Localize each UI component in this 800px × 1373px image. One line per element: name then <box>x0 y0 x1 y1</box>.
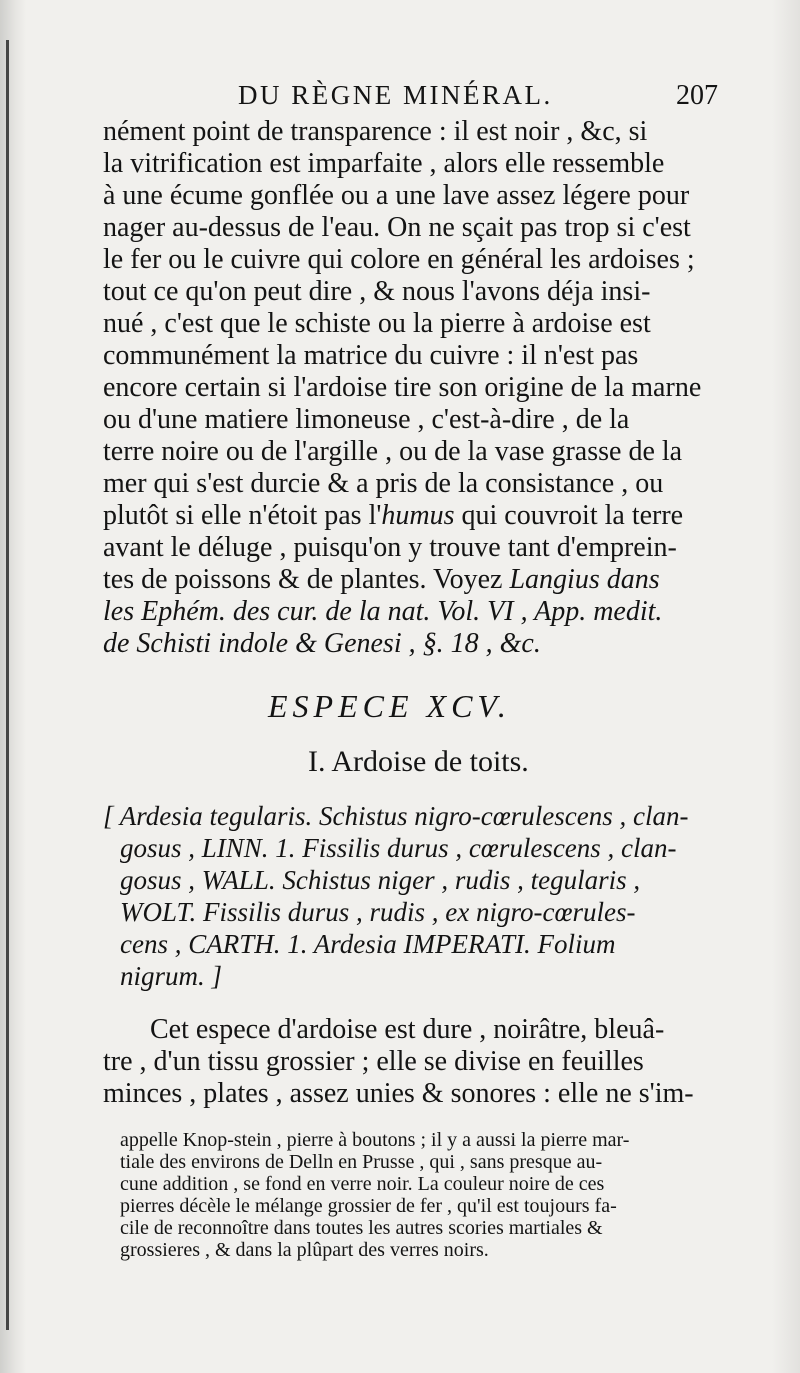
footnote-line: pierres décèle le mélange grossier de fer , qu'il est toujours fa- <box>120 1195 617 1217</box>
species-title: ESPECE XCV. <box>268 688 511 724</box>
footnote-line: tiale des environs de Delln en Prusse , qui , sans presque au- <box>120 1151 603 1173</box>
text-line: tout ce qu'on peut dire , & nous l'avons déja insi- <box>103 276 651 307</box>
synonym-line: cens , CARTH. 1. Ardesia IMPERATI. Folium <box>120 929 616 959</box>
text-segment: plutôt si elle n'étoit pas l' <box>103 500 382 531</box>
text-line: mer qui s'est durcie & a pris de la consistance , ou <box>103 468 664 499</box>
text-line: terre noire ou de l'argille , ou de la vase grasse de la <box>103 436 683 467</box>
running-title: DU RÈGNE MINÉRAL. <box>238 80 553 110</box>
text-segment: tes de poissons & de plantes. Voyez <box>103 564 510 595</box>
synonym-line: gosus , WALL. Schistus niger , rudis , tegularis , <box>120 865 641 895</box>
text-line: encore certain si l'ardoise tire son origine de la marne <box>103 372 702 403</box>
text-line: minces , plates , assez unies & sonores : elle ne s'im- <box>103 1078 694 1109</box>
footnote-line: grossieres , & dans la plûpart des verres noirs. <box>120 1239 489 1261</box>
text-line-langius <box>103 564 660 596</box>
text-line: nager au-dessus de l'eau. On ne sçait pas trop si c'est <box>103 212 691 243</box>
synonym-line: gosus , LINN. 1. Fissilis durus , cœrulescens , clan- <box>120 833 677 863</box>
text-line: à une écume gonflée ou a une lave assez légere pour <box>103 180 690 211</box>
footnote-line: cune addition , se fond en verre noir. La couleur noire de ces <box>120 1173 605 1195</box>
citation-line: les Ephém. des cur. de la nat. Vol. VI , App. medit. <box>103 596 663 627</box>
footnote-line: cile de reconnoître dans toutes les autres scories martiales & <box>120 1217 603 1239</box>
text-line: avant le déluge , puisqu'on y trouve tant d'emprein- <box>103 532 677 563</box>
section-heading: I. Ardoise de toits. <box>308 745 529 778</box>
footnote-line: appelle Knop-stein , pierre à boutons ; il y a aussi la pierre mar- <box>120 1129 630 1151</box>
text-line: le fer ou le cuivre qui colore en général les ardoises ; <box>103 244 695 275</box>
page-binding-edge <box>0 0 26 1373</box>
text-line-humus <box>103 500 683 532</box>
page-outer-edge <box>772 0 800 1373</box>
italic-term-humus: humus <box>381 500 455 531</box>
text-line: Cet espece d'ardoise est dure , noirâtre, bleuâ- <box>150 1014 665 1045</box>
page-number: 207 <box>676 80 718 111</box>
text-line: nué , c'est que le schiste ou la pierre à ardoise est <box>103 308 651 339</box>
text-line: la vitrification est imparfaite , alors elle ressemble <box>103 148 665 179</box>
text-line: communément la matrice du cuivre : il n'est pas <box>103 340 639 371</box>
synonym-line: nigrum. ] <box>120 961 223 991</box>
text-segment: qui couvroit la terre <box>454 500 684 531</box>
text-line: nément point de transparence : il est noir , &c, si <box>103 116 648 147</box>
italic-citation: Langius dans <box>509 564 660 595</box>
text-line: tre , d'un tissu grossier ; elle se divise en feuilles <box>103 1046 644 1077</box>
citation-line: de Schisti indole & Genesi , §. 18 , &c. <box>103 628 541 659</box>
running-header <box>0 80 800 120</box>
text-line: ou d'une matiere limoneuse , c'est-à-dire , de la <box>103 404 630 435</box>
synonym-line: [ Ardesia tegularis. Schistus nigro-cœrulescens , clan- <box>103 801 689 831</box>
synonym-line: WOLT. Fissilis durus , rudis , ex nigro-cœrules- <box>120 897 636 927</box>
